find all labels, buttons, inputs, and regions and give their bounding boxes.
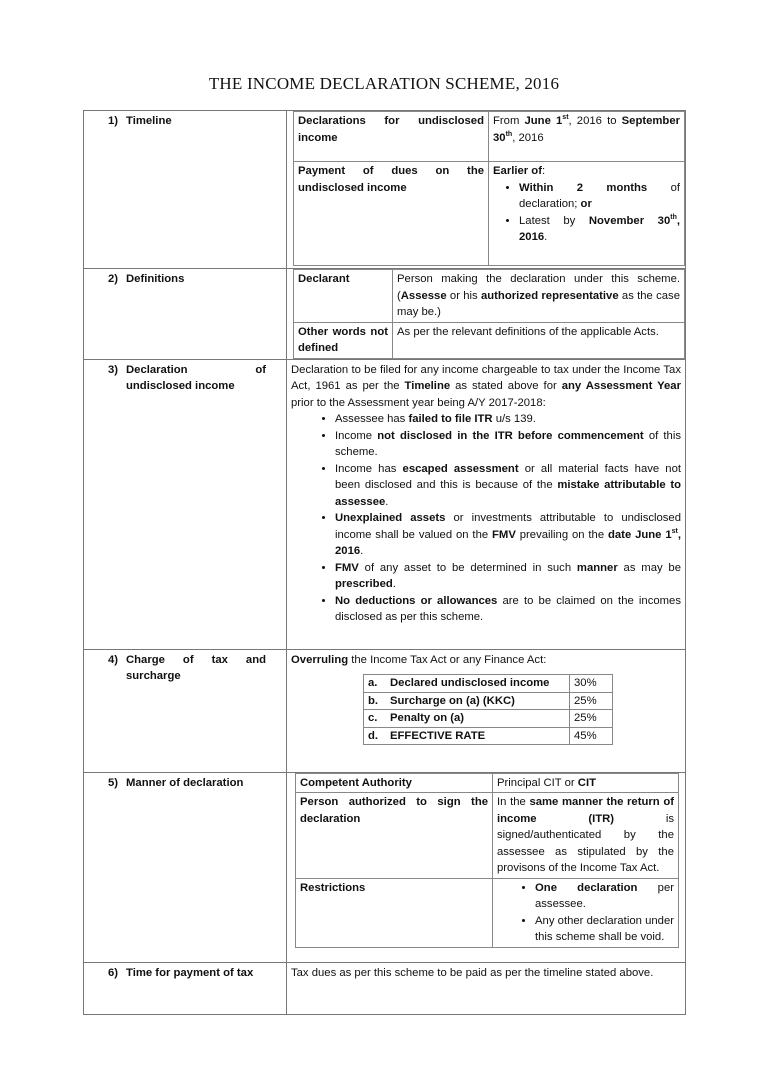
definition-text [393,322,685,358]
text-run: per assessee. [535,881,674,910]
text-run: of any asset to be determined in such [358,561,577,574]
bullet-item [535,913,674,946]
text-run: Unexplained assets [335,512,446,524]
bullet-item [335,411,681,428]
text-run: Within 2 months [519,181,648,194]
section-number: 2) [107,273,118,285]
text-run: Any other declaration under this scheme shall be void. [535,914,674,943]
text-run: Person making the declaration under this scheme. ( [397,273,680,302]
section-timeline [84,111,686,269]
timeline-intro [493,163,680,180]
definition-text [393,270,685,323]
charge-intro [291,652,681,669]
section-charge [84,649,686,772]
section-body [287,962,686,1014]
text-run: escaped assessment [402,462,519,475]
text-run: , 2016 [335,528,681,557]
rate-item [364,727,570,745]
section-number: 6) [107,966,118,979]
bullet-item [519,180,680,213]
text-run: Tax dues as per this scheme to be paid as per the timeline stated above. [291,966,654,979]
rate-label: Declared undisclosed income [390,677,550,689]
timeline-value [489,112,685,162]
rate-item [364,710,570,728]
section-label [84,111,287,269]
rate-label: EFFECTIVE RATE [390,729,486,742]
timeline-table [293,111,685,266]
definition-term [294,322,393,358]
rates-table [363,674,613,745]
section-declaration [84,359,686,649]
text-run: manner [576,561,618,574]
manner-value [493,793,679,879]
manner-item [296,878,493,947]
text-run: st [671,527,678,535]
text-run: prior to the Assessment year being A/Y 2017-2018: [291,396,546,409]
definition-term [294,270,393,323]
section-number: 3) [107,363,118,376]
text-run: as the case may be.) [397,289,680,318]
text-run: prescribed [335,578,393,590]
rate-row [364,710,613,728]
rate-key: b. [368,694,379,707]
section-body [287,269,686,360]
text-run: st [562,114,569,122]
text-run: Declaration to be filed for any income chargeable to tax under the Income Tax Act, 1961 as per the [291,363,681,392]
text-run: . [360,545,364,557]
rate-value: 30% [570,675,613,693]
text-run: In the [497,796,530,808]
rate-item [364,692,570,710]
text-run: or his [446,289,481,302]
section-body [287,649,686,772]
scheme-table [83,110,686,1015]
text-run: FMV [492,528,516,541]
section-label [84,772,287,962]
section-number: 4) [107,653,118,666]
bullet-list [497,880,674,946]
text-run: as may be [617,561,681,574]
section-label [84,359,287,649]
text-run: Restrictions [300,881,366,894]
bullet-item [335,510,681,560]
bullet-list [493,180,680,246]
text-run: Person authorized to sign the declaration [300,796,488,825]
text-run: Overruling [291,653,349,666]
text-run: From [493,115,525,127]
definitions-table [293,269,685,359]
rate-row [364,692,613,710]
text-run: Principal CIT or [497,776,578,789]
text-run: , 2016 [512,131,544,144]
text-run: , 2016 [519,214,680,243]
manner-table [295,773,679,948]
section-label [84,962,287,1014]
text-run: failed to file ITR [408,413,493,425]
text-run: authorized representative [480,289,619,302]
text-run: th [505,130,513,138]
text-run: June 1 [524,115,563,127]
bullet-item [335,593,681,626]
text-run: of this scheme. [335,429,682,458]
text-run: Earlier of [493,165,542,177]
text-run: Income has [335,462,403,475]
timeline-item [294,112,489,162]
text-run: September 30 [493,115,681,144]
manner-item [296,793,493,879]
text-run: or [580,198,592,210]
manner-value [493,773,679,793]
text-run: Other words not defined [298,325,388,354]
text-run: th [670,213,677,221]
manner-item [296,773,493,793]
text-run: Payment of dues on the undisclosed income [298,165,484,194]
text-run: . [385,495,389,508]
section-title: Definitions [126,273,185,285]
text-run: November 30 [588,214,671,227]
section-title: Declaration of undisclosed income [126,363,266,392]
text-run: CIT [577,776,596,789]
text-run: any Assessment Year [561,380,681,392]
rate-item [364,675,570,693]
rate-value: 25% [570,692,613,710]
section-number: 1) [107,115,118,127]
timeline-value [489,162,685,266]
document-title: THE INCOME DECLARATION SCHEME, 2016 [208,74,560,93]
manner-value [493,878,679,947]
text-run: mistake attributable to assessee [335,479,681,508]
text-run: u/s 139. [492,413,536,425]
section-manner [84,772,686,962]
text-run: same manner the return of income (ITR) [497,796,674,825]
text-run: or investments attributable to undisclosed income shall be valued on the [335,512,681,541]
section-payment-time [84,962,686,1014]
declaration-intro [291,362,681,412]
rate-label: Surcharge on (a) (KKC) [390,694,515,707]
bullet-list [291,411,681,626]
text-run: As per the relevant definitions of the applicable Acts. [397,325,659,338]
text-run: No deductions or allowances [335,594,498,607]
section-label [84,649,287,772]
rate-row [364,675,613,693]
rate-key: c. [368,712,378,724]
text-run: Competent Authority [300,776,412,789]
text-run: Timeline [404,380,451,392]
text-run: . [392,578,396,590]
text-run: Latest by [519,214,589,227]
section-body [287,111,686,269]
text-run: not disclosed in the ITR before commencement [377,429,644,442]
text-run: the Income Tax Act or any Finance Act: [348,653,547,666]
rate-value: 25% [570,710,613,728]
text-run: of declaration; [519,181,680,210]
text-run: prevailing on the [515,528,608,541]
text-run: Assessee has [335,413,409,425]
text-run: as stated above for [450,380,562,392]
text-run: . [544,231,548,243]
bullet-item [519,213,680,246]
rate-value: 45% [570,727,613,745]
section-definitions [84,269,686,360]
section-title: Time for payment of tax [126,966,254,979]
text-run: Assesse [400,289,447,302]
section-number: 5) [107,776,118,789]
section-title: Charge of tax and surcharge [126,653,266,682]
payment-text [291,965,681,982]
rate-label: Penalty on (a) [390,712,465,724]
bullet-item [535,880,674,913]
text-run: Declarant [298,273,350,285]
section-label [84,269,287,360]
text-run: : [541,165,546,177]
bullet-item [335,428,681,461]
text-run: One declaration [535,881,638,894]
text-run: are to be claimed on the incomes disclosed as per this scheme. [335,594,681,623]
text-run: Declarations for undisclosed income [298,115,484,144]
bullet-item [335,560,681,593]
section-body [287,772,686,962]
text-run: Income [335,429,378,442]
rate-key: a. [368,677,378,689]
text-run: or all material facts have not been disclosed and this is because of the [335,462,681,491]
section-title: Timeline [126,115,172,127]
rate-key: d. [368,729,379,742]
text-run: FMV [335,561,359,574]
text-run: is signed/authenticated by the assessee as stipulated by the provisons of the Income Tax Act. [497,812,674,874]
text-run: date June 1 [608,528,672,541]
rate-row [364,727,613,745]
section-body [287,359,686,649]
text-run: , 2016 to [568,115,622,127]
timeline-item [294,162,489,266]
section-title: Manner of declaration [126,776,244,789]
bullet-item [335,461,681,511]
